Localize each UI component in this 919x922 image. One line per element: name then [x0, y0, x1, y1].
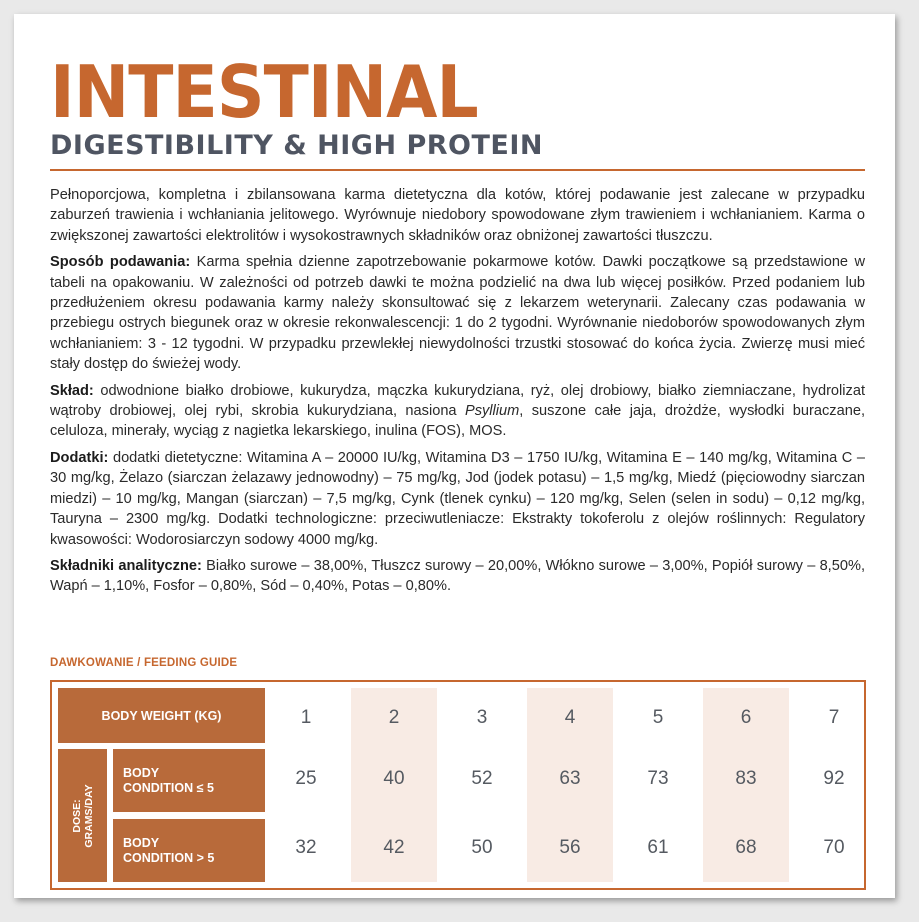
condition-gt5-line1: BODY — [123, 835, 160, 850]
dose-cell-gt5: 70 — [823, 837, 845, 858]
additives-text: dodatki dietetyczne: Witamina A – 20000 IU/kg, Witamina D3 – 1750 IU/kg, Witamina E – 140 mg/kg, Witamina C – 30 mg/kg, Żelazo (siarczan żelazawy jednowodny) – 75 mg/kg, Jod (jodek potasu) – 1,5 mg/kg, Miedź (pięciowodny siarczan miedzi) – 10 mg/kg, Mangan (siarczan) – 7,5 mg/kg, Cynk (tlenek cynku) – 120 mg/kg, Selen (selen in sodu) – 0,12 mg/kg, Tauryna – 2300 mg/kg. Dodatki technologiczne: przeciwutleniacze: Ekstrakty tokoferolu z olejów roślinnych: Regulatory kwasowości: Wodorosiarczyn sodowy 4000 mg/kg. — [50, 449, 865, 548]
dose-cell-gt5: 56 — [559, 837, 581, 858]
dose-cell-gt5: 42 — [383, 837, 405, 858]
product-title: INTESTINAL — [50, 50, 478, 134]
weight-cell: 4 — [564, 707, 576, 728]
body-weight-header: BODY WEIGHT (KG) — [58, 688, 265, 743]
dose-cell-le5: 25 — [295, 768, 317, 789]
condition-le5-header — [113, 749, 265, 812]
weight-cell: 1 — [300, 707, 312, 728]
dose-cell-gt5: 61 — [647, 837, 669, 858]
dose-cell-le5: 52 — [471, 768, 493, 789]
dose-cell-gt5: 50 — [471, 837, 493, 858]
dose-cell-gt5: 32 — [295, 837, 317, 858]
intro-paragraph — [50, 185, 865, 246]
usage-label: Sposób podawania: — [50, 254, 191, 271]
dose-label — [71, 784, 95, 847]
dose-header — [58, 749, 107, 882]
weight-cell: 6 — [740, 707, 752, 728]
composition-text-a: odwodnione białko drobiowe, kukurydza, mączka kukurydziana, ryż, olej drobiowy, białko ziemniaczane, hydrolizat wątroby drobiowej, olej rybi, skrobia kukurydziana, nasiona — [50, 382, 865, 420]
additives-paragraph — [50, 448, 865, 550]
product-description — [50, 185, 865, 603]
weight-cell: 5 — [652, 707, 664, 728]
usage-paragraph — [50, 252, 865, 374]
additives-label: Dodatki: — [50, 449, 109, 466]
condition-gt5-header — [113, 819, 265, 882]
composition-paragraph — [50, 381, 865, 442]
composition-label: Skład: — [50, 382, 94, 399]
weight-cell: 2 — [388, 707, 400, 728]
condition-le5-line1: BODY — [123, 765, 160, 780]
dose-cell-le5: 73 — [647, 768, 669, 789]
dose-label-line2: GRAMS/DAY — [82, 783, 95, 848]
dose-cell-le5: 83 — [735, 768, 757, 789]
condition-gt5-line2: CONDITION > 5 — [123, 850, 215, 865]
dose-cell-le5: 92 — [823, 768, 845, 789]
analytical-label: Składniki analityczne: — [50, 557, 202, 574]
dose-cell-le5: 63 — [559, 768, 581, 789]
intro-text: Pełnoporcjowa, kompletna i zbilansowana karma dietetyczna dla kotów, której podawanie jest zalecane w przypadku zaburzeń trawienia i wchłaniania jelitowego. Wyrównuje niedobory spowodowane złym trawieniem i wchłanianiem. Karma o zwiększonej zawartości elektrolitów i wysokostrawnych składników oraz obniżonej zawartości tłuszczu. — [50, 187, 865, 244]
dose-cell-le5: 40 — [383, 768, 405, 789]
usage-text: Karma spełnia dzienne zapotrzebowanie pokarmowe kotów. Dawki początkowe są przedstawione w tabeli na opakowaniu. W zależności od potrzeb dawki te można podzielić na dwa lub więcej posiłków. Przed podaniem lub przedłużeniem okresu podawania karmy należy skonsultować się z lekarzem weterynarii. Zalecany czas podawania w przebiegu ostrych biegunek oraz w okresie rekonwalescencji: 1 do 2 tygodni. Wyrównanie niedoborów spowodowanych złym wchłanianiem: 3 - 12 tygodni. W przypadku przewlekłej niewydolności trzustki stosować do końca życia. Zwierzę musi mieć stały dostęp do świeżej wody. — [50, 254, 865, 373]
dose-cell-gt5: 68 — [735, 837, 757, 858]
analytical-paragraph — [50, 556, 865, 597]
analytical-text: Białko surowe – 38,00%, Tłuszcz surowy – 20,00%, Włókno surowe – 3,00%, Popiół surowy – 8,50%, Wapń – 1,10%, Fosfor – 0,80%, Sód – 0,40%, Potas – 0,80%. — [50, 557, 866, 595]
composition-italic: Psyllium — [464, 403, 520, 420]
condition-le5-line2: CONDITION ≤ 5 — [123, 780, 214, 795]
feeding-guide-table — [50, 680, 866, 890]
composition-text-b: , suszone całe jaja, drożdże, wysłodki buraczane, celuloza, minerały, wyciąg z nagietka lekarskiego, inulina (FOS), MOS. — [50, 403, 866, 440]
dose-label-line1: DOSE: — [70, 798, 83, 833]
weight-cell: 3 — [476, 707, 488, 728]
product-subtitle: DIGESTIBILITY & HIGH PROTEIN — [50, 130, 543, 161]
product-card — [14, 14, 895, 898]
weight-cell: 7 — [828, 707, 840, 728]
title-divider — [50, 169, 865, 171]
feeding-guide-heading: DAWKOWANIE / FEEDING GUIDE — [50, 657, 238, 669]
